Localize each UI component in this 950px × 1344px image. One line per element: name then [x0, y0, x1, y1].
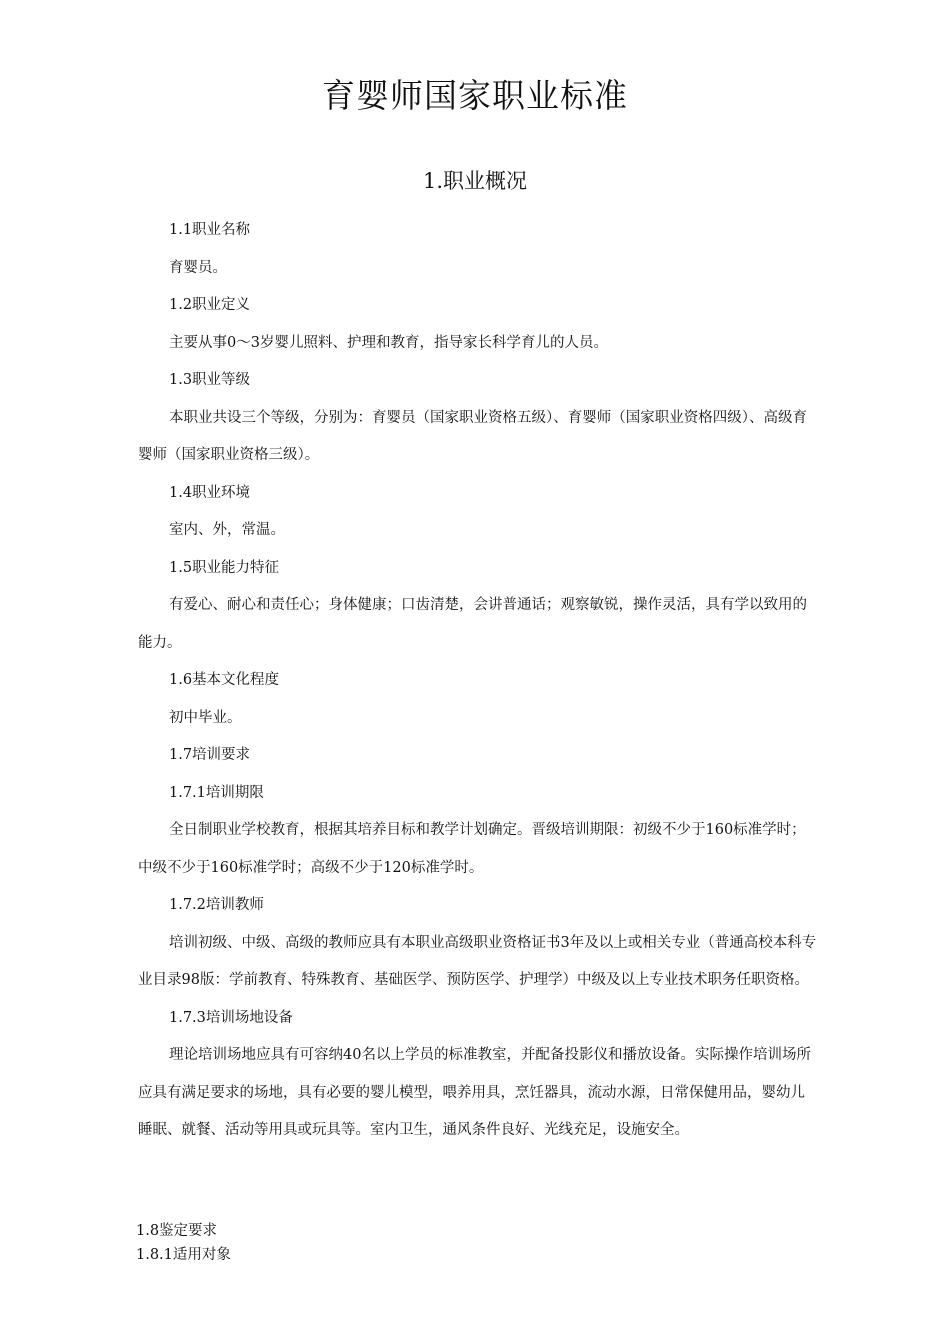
heading-1-6: 1.6基本文化程度: [169, 672, 280, 688]
heading-1-7-1: 1.7.1培训期限: [169, 784, 264, 801]
paragraph-occupation-levels: 本职业共设三个等级，分别为：育婴员（国家职业资格五级）、育婴师（国家职业资格四级）、高级育婴师（国家职业资格三级）。: [138, 409, 807, 463]
document-body: [138, 212, 818, 1150]
section-title: 1.职业概况: [422, 169, 528, 193]
paragraph-occupation-name: 育婴员。: [169, 259, 227, 276]
document-title: 育婴师国家职业标准: [322, 76, 628, 115]
heading-1-7: 1.7培训要求: [169, 747, 251, 763]
paragraph-work-environment: 室内、外，常温。: [169, 522, 285, 538]
heading-1-8: 1.8鉴定要求: [136, 1223, 218, 1239]
heading-1-3: 1.3职业等级: [169, 372, 251, 388]
heading-1-5: 1.5职业能力特征: [169, 559, 280, 576]
heading-1-4: 1.4职业环境: [169, 484, 251, 501]
heading-1-7-3: 1.7.3培训场地设备: [169, 1009, 293, 1026]
heading-1-2: 1.2职业定义: [169, 297, 251, 313]
heading-1-8-1: 1.8.1适用对象: [136, 1247, 231, 1263]
paragraph-training-duration: 全日制职业学校教育，根据其培养目标和教学计划确定。晋级培训期限：初级不少于160标准学时；中级不少于160标准学时；高级不少于120标准学时。: [138, 822, 806, 876]
paragraph-occupation-definition: 主要从事0～3岁婴儿照料、护理和教育，指导家长科学育儿的人员。: [169, 334, 608, 351]
document-tail: [136, 1219, 816, 1267]
paragraph-training-teachers: 培训初级、中级、高级的教师应具有本职业高级职业资格证书3年及以上或相关专业（普通高校本科专业目录98版：学前教育、特殊教育、基础医学、预防医学、护理学）中级及以上专业技术职务任职资格。: [138, 934, 817, 988]
paragraph-education-level: 初中毕业。: [169, 709, 242, 726]
heading-1-1: 1.1职业名称: [169, 222, 251, 238]
paragraph-ability-traits: 有爱心、耐心和责任心；身体健康；口齿清楚，会讲普通话；观察敏锐，操作灵活，具有学以致用的能力。: [138, 597, 807, 651]
paragraph-training-facilities: 理论培训场地应具有可容纳40名以上学员的标准教室，并配备投影仪和播放设备。实际操作培训场所应具有满足要求的场地，具有必要的婴儿模型，喂养用具，烹饪器具，流动水源，日常保健用品，婴幼儿睡眠、就餐、活动等用具或玩具等。室内卫生，通风条件良好、光线充足，设施安全。: [138, 1047, 811, 1138]
heading-1-7-2: 1.7.2培训教师: [169, 897, 264, 913]
